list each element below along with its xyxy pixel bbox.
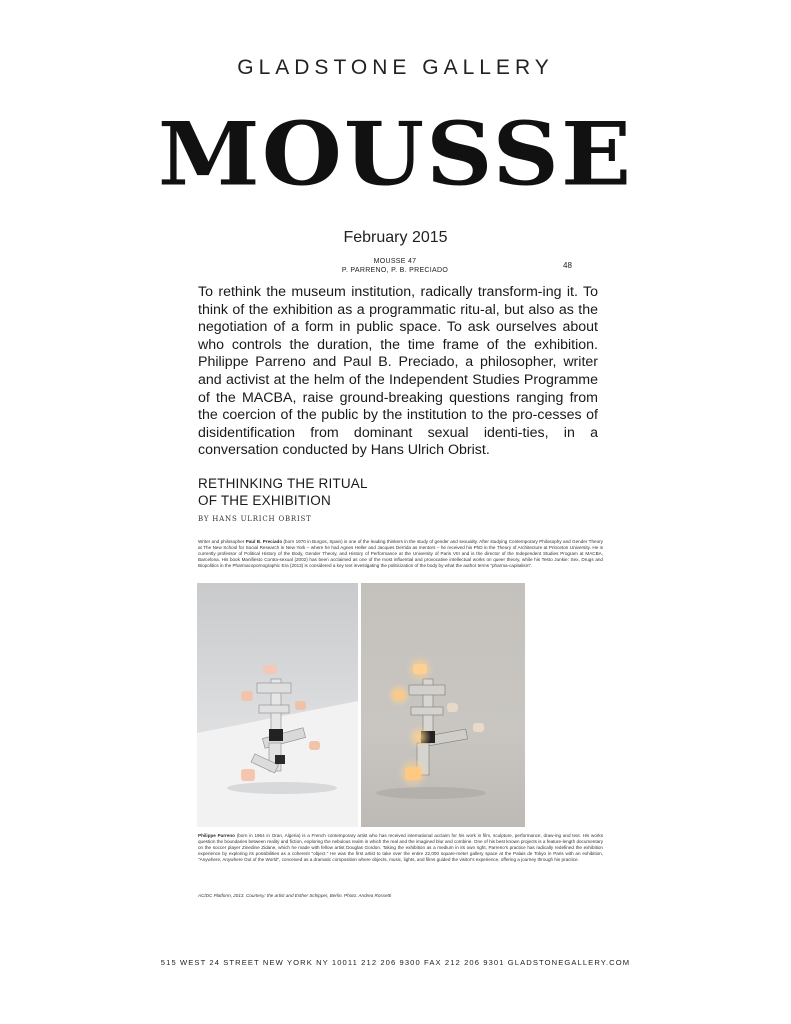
headline-line-2: OF THE EXHIBITION (198, 493, 331, 508)
bio-preciado-name: Paul B. Preciado (245, 539, 283, 544)
issue-number: MOUSSE 47 (373, 258, 417, 265)
article-headline (198, 475, 498, 509)
issue-header (300, 257, 490, 275)
gallery-address-footer: 515 WEST 24 STREET NEW YORK NY 10011 212 206 9300 FAX 212 206 9301 GLADSTONEGALLERY.COM (160, 958, 631, 967)
intro-paragraph: To rethink the museum institution, radically transform-ing it. To think of the exhibition as a programmatic ritu-al, but also as the negotiation of a form in public space. To ask ourselves about who controls the duration, the time frame of the exhibition. Philippe Parreno and Paul B. Preciado, a philosopher, writer and activist at the helm of the Independent Studies Programme of the MACBA, raise ground-breaking questions ranging from the coercion of the public by the institution to the pro-cesses of disidentification from dominant sexual identi-ties, in a conversation conducted by Hans Ulrich Obrist. (198, 284, 598, 459)
issue-subjects: P. PARRENO, P. B. PRECIADO (341, 267, 449, 274)
bio-preciado-text: (born 1970 in Burgos, Spain) is one of the leading thinkers in the study of gender and sexuality. After studying Contemporary Philosophy and Gender Theory at The New School for Social Research in New York – where he had Agnes Heller and Jacques Derrida as mentors – he received his PhD in the Theory of Architecture at Princeton University. He is currently professor of Political History of the Body, Gender Theory, and History of Performance at the University of Paris VIII and is the director of the Independent Studies Program at MACBA, Barcelona. His book Manifiesto Contra-sexual (2002) has been acclaimed as one of the most influential and provocative intellectual works on queer theory, while his Testo Junkie: Sex, Drugs and Biopolitics in the Pharmacopornographic Era (2013) is considered a key text investigating the politicization of the body by what the author terms "pharma-capitalism". (198, 539, 603, 568)
artwork-photo-right (361, 583, 525, 827)
magazine-masthead: MOUSSE (157, 102, 634, 206)
bio-parreno (198, 833, 603, 863)
byline: BY HANS ULRICH OBRIST (198, 515, 312, 523)
artwork-photo-left (197, 583, 358, 827)
publication-date: February 2015 (343, 229, 448, 246)
bio-parreno-text: (born in 1964 in Oran, Algeria) is a French contemporary artist who has received international acclaim for his work in film, sculpture, performance, draw-ing and text. His works question the boundaries between reality and fiction, exploring the nebulous realm in which the real and the imagined blur and combine. One of his best known projects is a feature-length documentary on the soccer player Zinedine Zidane, which he made with fellow artist Douglas Gordon. Taking the exhibition as a medium in its own right, Parreno's practice has radically redefined the exhibition experience by exploring its possibilities as a coherent "object." He was the first artist to take over the entire 22,000 square-meter gallery space at the Palais de Tokyo in Paris with an exhibition, "Anywhere, Anywhere Out of the World", conceived as a dramatic composition where objects, music, lights, and films guided the visitor's experience, offering a journey through his practice. (198, 833, 603, 862)
bio-preciado (198, 539, 603, 569)
caption-text: , 2013. Courtesy: the artist and Esther Schipper, Berlin. Photo: Andrea Rossetti (230, 893, 392, 898)
gallery-name: GLADSTONE GALLERY (237, 56, 554, 79)
sculpture-photo-right (361, 583, 525, 827)
caption-title: AC/DC Platform (198, 893, 231, 898)
headline-line-1: RETHINKING THE RITUAL (198, 476, 368, 491)
bio-preciado-lead: Writer and philosopher (198, 539, 246, 544)
bio-parreno-name: Philippe Parreno (198, 833, 235, 838)
sculpture-photo-left (197, 583, 358, 827)
photo-caption (198, 893, 603, 899)
page-number: 48 (563, 261, 572, 270)
